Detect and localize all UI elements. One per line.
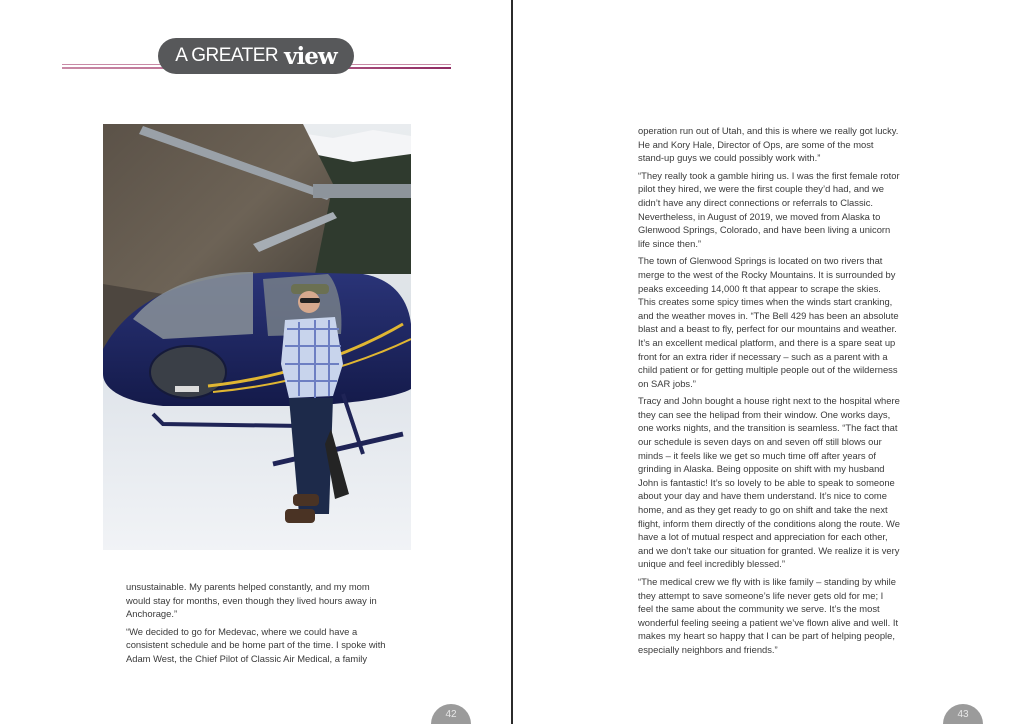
page-number-left: 42 <box>431 704 471 724</box>
header-bold-text: view <box>284 42 337 70</box>
paragraph: “They really took a gamble hiring us. I was the first female rotor pilot they hired, we were the first couple they’d had, and we didn’t have any direct connections or referrals to Classic. Nevertheless, in August of 2019, we moved from Alaska to Glenwood Springs, Colorado, and have been living a unicorn life since then.” <box>638 169 900 249</box>
right-body-text <box>638 124 900 661</box>
helicopter-photo <box>103 124 411 550</box>
paragraph: Tracy and John bought a house right next to the hospital where they can see the helipad from their window. One works days, one works nights, and the transition is seamless. “The fact that our schedule is seven days on and seven off still blows our minds – it feels like we get so much time off after years of grinding in Alaska. Being opposite on shift with my husband John is fantastic! It’s so lovely to be able to speak to someone about your day and have them understand. It’s nice to come home, and as they get ready to go on shift and take the next flight, inform them directly of the conditions along the route. We have a lot of mutual respect and appreciation for each other, and we don’t take our situation for granted. We realize it is very unique and feel incredibly blessed.” <box>638 395 900 570</box>
paragraph: “We decided to go for Medevac, where we could have a consistent schedule and be home part of the time. I spoke with Adam West, the Chief Pilot of Classic Air Medical, a family <box>126 625 386 664</box>
section-header-badge <box>158 38 354 74</box>
paragraph: “The medical crew we fly with is like family – standing by while they attempt to save someone’s life never gets old for me; I feel the same about the community we serve. It’s the most wonderful feeling seeing a patient we’ve flown alive and well. It makes my heart so happy that I can be part of helping people, especially neighbors and friends.” <box>638 576 899 655</box>
left-body-text <box>126 580 396 670</box>
left-page <box>0 0 512 724</box>
paragraph: unsustainable. My parents helped constantly, and my mom would stay for months, even though they lived hours away in Anchorage.” <box>126 581 377 620</box>
helicopter-photo-icon <box>103 124 411 550</box>
paragraph: The town of Glenwood Springs is located on two rivers that merge to the west of the Rocky Mountains. It is surrounded by peaks exceeding 14,000 ft that appear to scrape the skies. This creates some spicy times when the winds start cranking, and the weather moves in. “The Bell 429 has been an absolute blast and a beast to fly, perfect for our mountains and weather. It’s an excellent medical platform, and there is a spare seat up front for an extra rider if necessary – such as a parent with a child patient or for getting multiple people out of the wilderness on SAR jobs.” <box>638 255 899 389</box>
paragraph: operation run out of Utah, and this is where we really got lucky. He and Kory Hale, Director of Ops, are some of the most stand-up guys we could possibly work with.” <box>638 125 899 164</box>
header-light-text: A GREATER <box>175 45 279 66</box>
page-number-right: 43 <box>943 704 983 724</box>
